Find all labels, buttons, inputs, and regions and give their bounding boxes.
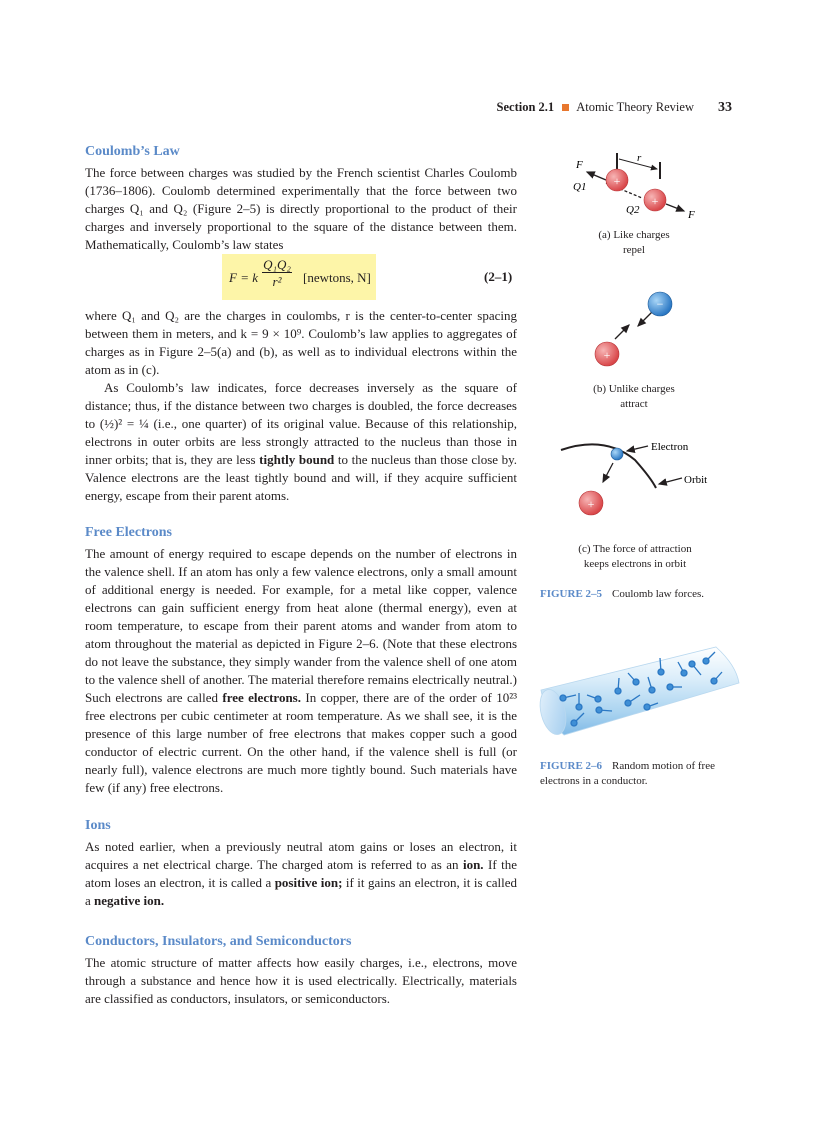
label-r: r	[637, 152, 642, 164]
equation-denominator: r²	[272, 274, 282, 289]
equation-units: [newtons, N]	[303, 270, 371, 285]
figure-2-6-label: FIGURE 2–6	[540, 760, 603, 772]
label-f-left: F	[576, 159, 583, 171]
equation-number: (2–1)	[484, 269, 513, 284]
svg-text:+: +	[651, 194, 659, 208]
conductors-block	[85, 954, 517, 1008]
positive-ion-term: positive ion;	[274, 875, 343, 890]
caption-2-5b-line1: (b) Unlike charges	[593, 383, 675, 395]
figure-2-6-conductor	[536, 635, 741, 747]
ions-text-e: if it gains an electron, it is called a	[85, 875, 517, 908]
caption-2-5a-line1: (a) Like charges	[598, 229, 670, 241]
svg-text:+: +	[603, 348, 611, 362]
ion-term: ion.	[462, 857, 484, 872]
page-number: 33	[718, 100, 732, 115]
attraction-arrow	[603, 463, 613, 482]
free-electrons-text: The amount of energy required to escape depends on the number of electrons in the valence shell. If an atom has only a few valence electrons, only a small amount of additional energy is needed. For example, for a metal like copper, valence electrons can gain sufficient energy from heat alone (thermal energy), even at room temperature, to escape from their parent atoms and wander from atom to atom throughout the material as depicted in Figure 2–6. (Note that these electrons do not leave the substance, they simply wander from the valence shell of one atom to the valence shell of another. The material therefore remains electrically neutral.) Such electrons are called	[85, 546, 517, 705]
figure-2-5c-diagram	[555, 430, 725, 520]
coulomb-paragraph-2: where Q₁ and Q₂ are the charges in coulombs, r is the center-to-center spacing between them in meters, and k = 9 × 10⁹. Coulomb’s law applies to aggregates of charges as in Figure 2–5(a) and (b), as well as to individual electrons within the atom as in (c).	[85, 308, 517, 377]
conductors-heading: Conductors, Insulators, and Semiconductors	[85, 934, 352, 949]
ions-paragraph	[85, 838, 517, 910]
ions-text-a: As noted earlier, when a previously neutral atom gains or loses an electron, it acquires a net electrical charge. The charged atom is referred to as an	[85, 839, 517, 872]
figure-2-5b-diagram	[580, 282, 680, 372]
coulomb-p2-block	[85, 307, 517, 505]
caption-2-5c	[562, 542, 708, 572]
running-header	[497, 100, 732, 116]
figure-2-6-caption	[540, 759, 740, 789]
label-f-right: F	[688, 209, 695, 221]
svg-text:+: +	[613, 174, 621, 188]
electron-icon	[611, 448, 623, 460]
svg-text:−: −	[656, 297, 664, 311]
equation-lhs: F = k	[229, 270, 258, 285]
force-arrow-right	[666, 204, 684, 211]
label-electron: Electron	[651, 441, 689, 453]
free-electrons-paragraph	[85, 545, 517, 797]
negative-ion-term: negative ion.	[94, 893, 165, 908]
attraction-arrow-down	[638, 312, 652, 326]
caption-2-5b	[574, 382, 694, 412]
caption-2-5c-line2: keeps electrons in orbit	[583, 558, 687, 570]
figure-2-5a-diagram	[560, 145, 720, 225]
coulomb-p3-text: As Coulomb’s law indicates, force decreases inversely as the square of distance; thus, if the distance between two charges is doubled, the force decreases to (½)² = ¼ (i.e., one quarter) of its original value. Because of this relationship, electrons in outer orbits are less strongly attracted to the nucleus than those in inner orbits; that is, they are less	[85, 380, 517, 467]
orbit-path	[561, 444, 656, 488]
coulomb-p1-block	[85, 164, 517, 254]
label-q1: Q1	[573, 181, 587, 193]
header-bullet-icon	[562, 104, 569, 111]
ions-block	[85, 838, 517, 910]
caption-2-5b-line2: attract	[620, 398, 648, 410]
figure-2-5-caption	[540, 587, 740, 602]
tightly-bound-term: tightly bound	[259, 452, 335, 467]
conductors-paragraph: The atomic structure of matter affects how easily charges, i.e., electrons, move through a substance and hence how it is used electrically. Electrically, materials are classified as conductors, insulators, or semiconductors.	[85, 955, 517, 1006]
svg-text:+: +	[587, 497, 595, 511]
free-electrons-term: free electrons.	[222, 690, 301, 705]
electron-pointer	[627, 446, 648, 451]
free-electrons-text-end: In copper, there are of the order of 10²³ free electrons per cubic centimeter at room temperature. As we shall see, it is the presence of this large number of free electrons that makes copper such a good conductor of electric current. On the other hand, if the valence shell is full (or nearly full), valence electrons are much more tightly bound. Such materials have few (if any) free electrons.	[85, 690, 518, 795]
section-number: Section 2.1	[496, 100, 555, 114]
attraction-arrow-up	[615, 325, 629, 339]
orbit-pointer	[659, 478, 682, 484]
equation-numerator: Q₁Q₂	[263, 257, 291, 272]
coulomb-paragraph-1: The force between charges was studied by the French scientist Charles Coulomb (1736–1806). Coulomb determined experimentally that the force between two charges Q₁ and Q₂ (Figure 2–5) is directly proportional to the product of their charges and inversely proportional to the square of the distance between them. Mathematically, Coulomb’s law states	[85, 165, 517, 252]
coulomb-p3-text-end: to the nucleus than those close by. Valence electrons are the least tightly bound and will, if they acquire sufficient energy, escape from their parent atoms.	[85, 452, 518, 503]
caption-2-5a	[574, 228, 694, 258]
ions-heading: Ions	[85, 818, 111, 833]
label-q2: Q2	[626, 204, 640, 216]
free-electrons-block	[85, 545, 517, 797]
figure-2-5-label: FIGURE 2–5	[540, 588, 603, 600]
caption-2-5a-line2: repel	[623, 244, 645, 256]
free-electrons-heading: Free Electrons	[85, 525, 172, 540]
caption-2-5c-line1: (c) The force of attraction	[578, 543, 692, 555]
force-arrow-left	[587, 172, 606, 180]
section-title: Atomic Theory Review	[576, 100, 694, 114]
figure-2-5-text: Coulomb law forces.	[612, 588, 704, 600]
figure-2-6-text: Random motion of free electrons in a conductor.	[540, 760, 715, 787]
coulomb-heading: Coulomb’s Law	[85, 144, 180, 159]
label-orbit: Orbit	[684, 474, 708, 486]
coulomb-paragraph-3	[85, 379, 517, 505]
ions-text-c: If the atom loses an electron, it is called a	[85, 857, 518, 890]
